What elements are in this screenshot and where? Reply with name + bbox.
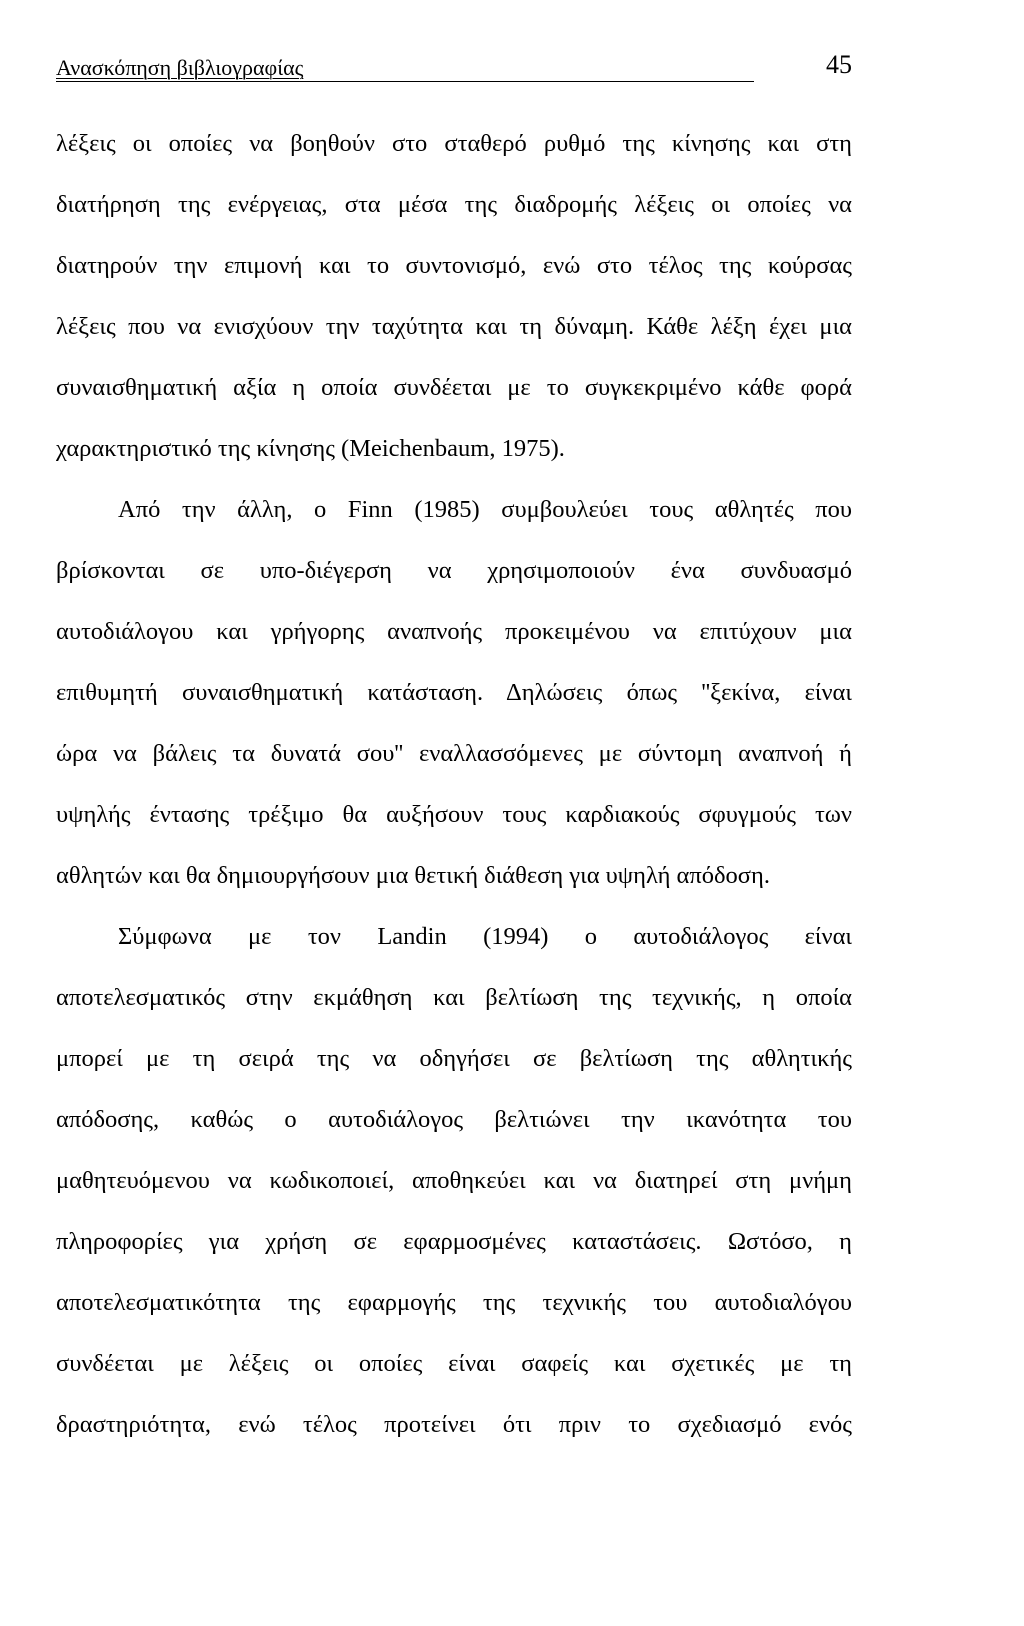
text-line: αυτοδιάλογου και γρήγορης αναπνοής προκειμένου να επιτύχουν μια — [56, 618, 852, 645]
text-line: λέξεις οι οποίες να βοηθούν στο σταθερό ρυθμό της κίνησης και στη — [56, 130, 852, 157]
paragraph-first-line: Σύμφωνα με τον Landin (1994) ο αυτοδιάλογος είναι — [118, 923, 852, 950]
page-number: 45 — [826, 50, 852, 79]
text-line: αποτελεσματικότητα της εφαρμογής της τεχνικής του αυτοδιαλόγου — [56, 1289, 852, 1316]
text-line: διατηρούν την επιμονή και το συντονισμό, ενώ στο τέλος της κούρσας — [56, 252, 852, 279]
text-line: ώρα να βάλεις τα δυνατά σου'' εναλλασσόμενες με σύντομη αναπνοή ή — [56, 740, 852, 767]
text-line: επιθυμητή συναισθηματική κατάσταση. Δηλώσεις όπως ''ξεκίνα, είναι — [56, 679, 852, 706]
text-line: υψηλής έντασης τρέξιμο θα αυξήσουν τους καρδιακούς σφυγμούς των — [56, 801, 852, 828]
text-line: βρίσκονται σε υπο-διέγερση να χρησιμοποιούν ένα συνδυασμό — [56, 557, 852, 584]
text-line: δραστηριότητα, ενώ τέλος προτείνει ότι πριν το σχεδιασμό ενός — [56, 1411, 852, 1438]
text-line: διατήρηση της ενέργειας, στα μέσα της διαδρομής λέξεις οι οποίες να — [56, 191, 852, 218]
running-header — [56, 50, 852, 86]
text-line: μπορεί με τη σειρά της να οδηγήσει σε βελτίωση της αθλητικής — [56, 1045, 852, 1072]
text-line: χαρακτηριστικό της κίνησης (Meichenbaum, 1975). — [56, 435, 565, 462]
header-rule — [56, 81, 754, 82]
header-title: Ανασκόπηση βιβλιογραφίας — [56, 55, 304, 80]
paragraph-first-line: Από την άλλη, ο Finn (1985) συμβουλεύει τους αθλητές που — [118, 496, 852, 523]
text-line: λέξεις που να ενισχύουν την ταχύτητα και τη δύναμη. Κάθε λέξη έχει μια — [56, 313, 852, 340]
text-line: αθλητών και θα δημιουργήσουν μια θετική διάθεση για υψηλή απόδοση. — [56, 862, 770, 889]
text-line: μαθητευόμενου να κωδικοποιεί, αποθηκεύει και να διατηρεί στη μνήμη — [56, 1167, 852, 1194]
text-line: πληροφορίες για χρήση σε εφαρμοσμένες καταστάσεις. Ωστόσο, η — [56, 1228, 852, 1255]
text-line: συνδέεται με λέξεις οι οποίες είναι σαφείς και σχετικές με τη — [56, 1350, 852, 1377]
text-line: απόδοσης, καθώς ο αυτοδιάλογος βελτιώνει την ικανότητα του — [56, 1106, 852, 1133]
text-line: αποτελεσματικός στην εκμάθηση και βελτίωση της τεχνικής, η οποία — [56, 984, 852, 1011]
text-line: συναισθηματική αξία η οποία συνδέεται με το συγκεκριμένο κάθε φορά — [56, 374, 852, 401]
